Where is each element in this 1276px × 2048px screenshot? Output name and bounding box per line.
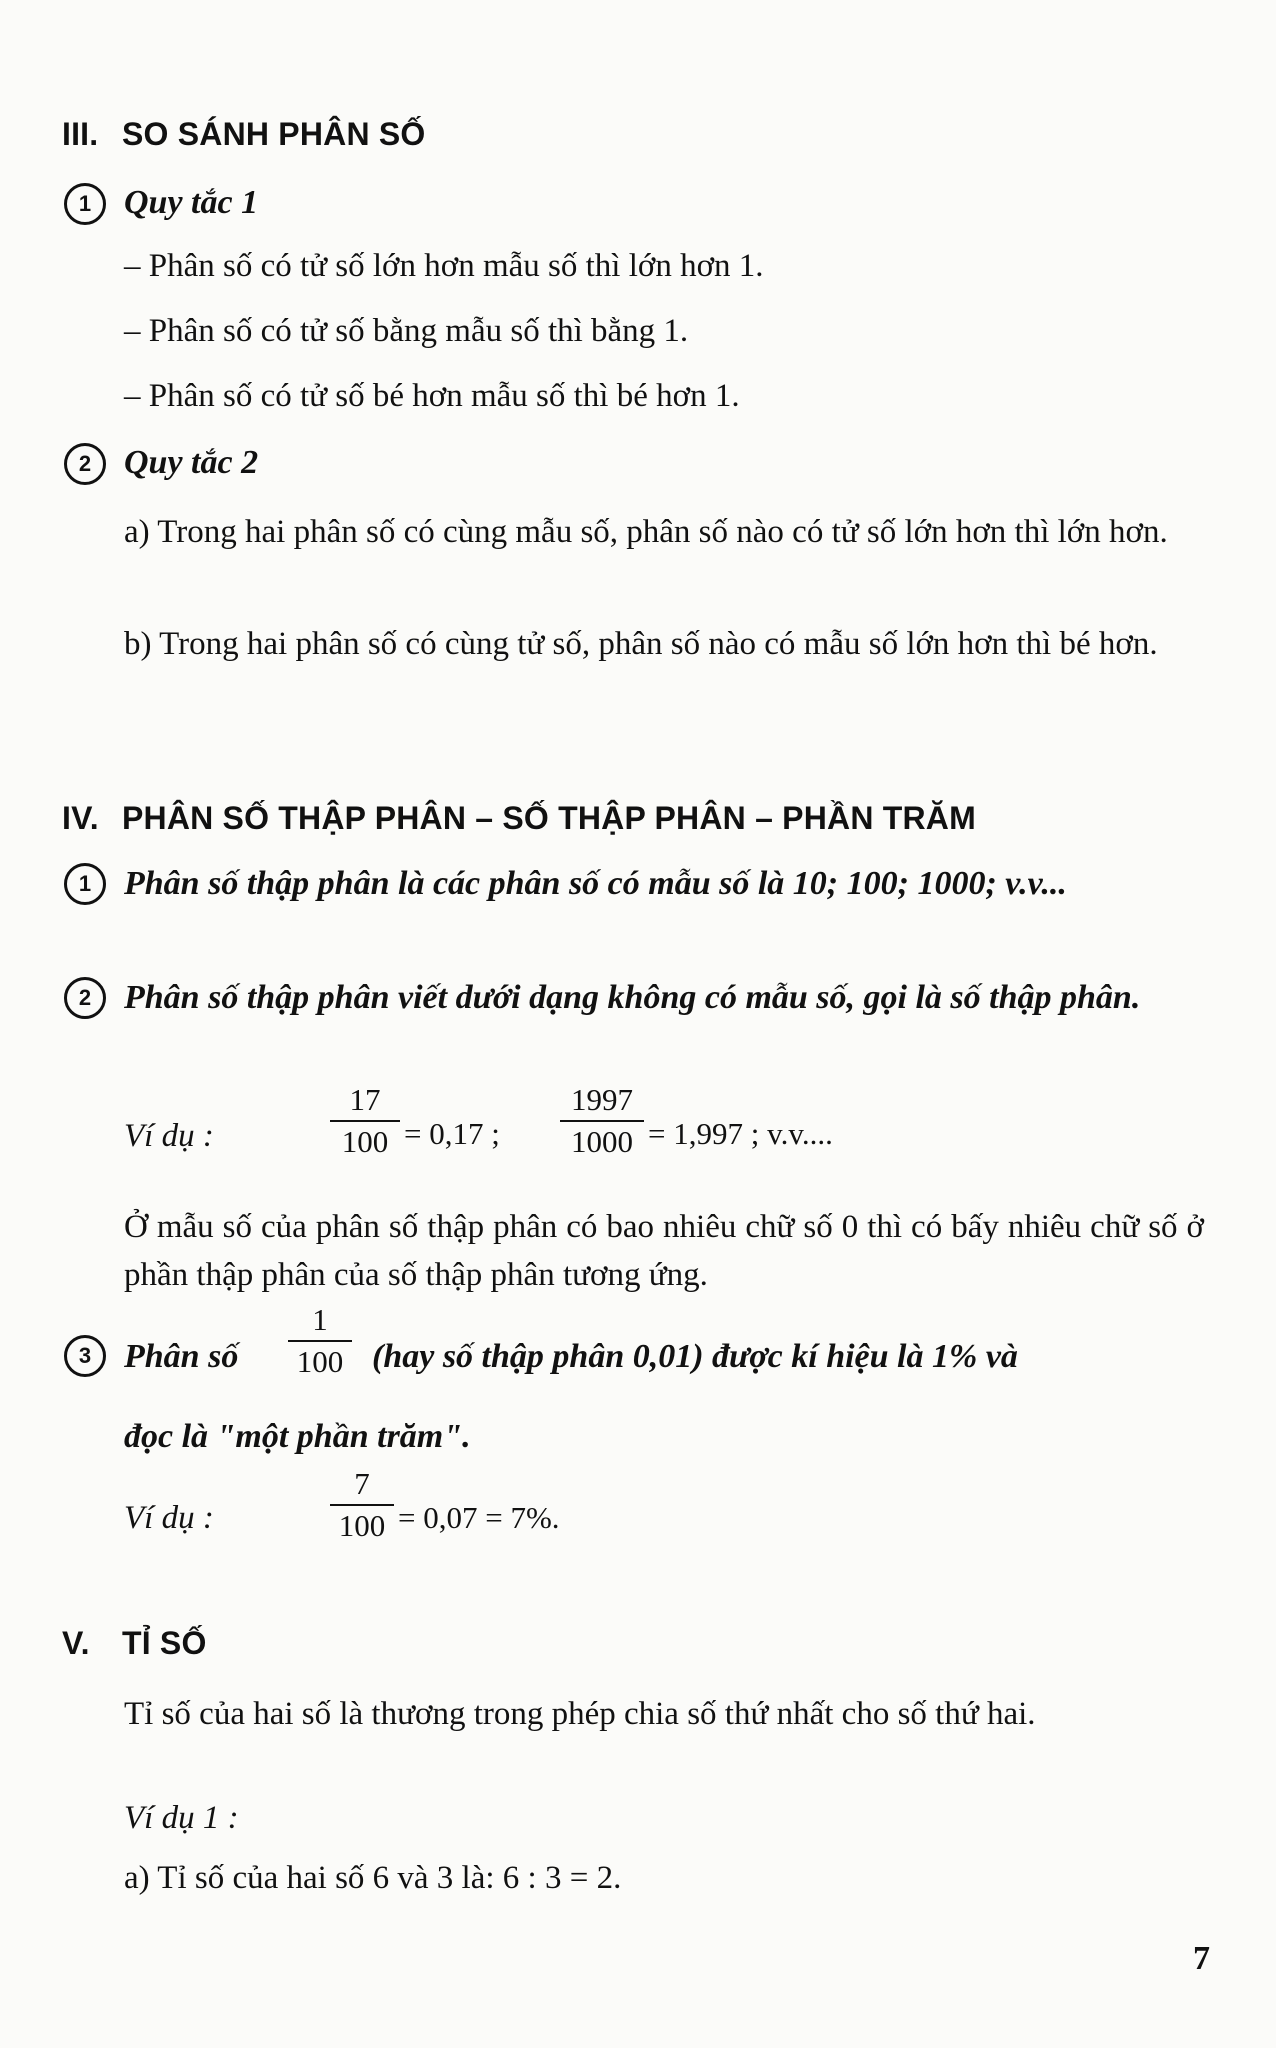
rule-line: – Phân số có tử số lớn hơn mẫu số thì lớn hơn 1. (124, 248, 764, 284)
equation-result: = 0,17 ; (404, 1116, 500, 1151)
section-3-heading (62, 116, 425, 153)
circled-number: 2 (64, 977, 106, 1019)
definition-text: đọc là "một phần trăm". (124, 1418, 471, 1455)
fraction (560, 1082, 644, 1160)
denominator: 100 (296, 1344, 344, 1379)
fraction-bar (330, 1120, 400, 1122)
rule-line: – Phân số có tử số bằng mẫu số thì bằng 1. (124, 313, 689, 349)
section-number: III. (62, 116, 99, 152)
equation-result: = 0,07 = 7%. (398, 1500, 560, 1535)
rule-title: Quy tắc 1 (124, 184, 259, 221)
fraction-bar (288, 1340, 352, 1342)
fraction (288, 1302, 352, 1380)
numerator: 17 (349, 1082, 381, 1117)
section-4-heading (62, 800, 976, 837)
fraction-bar (330, 1504, 394, 1506)
circled-number: 1 (64, 183, 106, 225)
fraction-bar (560, 1120, 644, 1122)
circled-number: 1 (64, 863, 106, 905)
section-title: PHÂN SỐ THẬP PHÂN – SỐ THẬP PHÂN – PHẦN TRĂM (122, 800, 976, 836)
numerator: 1997 (571, 1082, 633, 1117)
definition-paragraph: Tỉ số của hai số là thương trong phép chia số thứ nhất cho số thứ hai. (124, 1696, 1036, 1732)
fraction (330, 1082, 400, 1160)
rule-paragraph: b) Trong hai phân số có cùng tử số, phân số nào có mẫu số lớn hơn thì bé hơn. (124, 626, 1158, 662)
numerator: 1 (312, 1302, 328, 1337)
denominator: 1000 (571, 1124, 633, 1159)
numerator: 7 (354, 1466, 370, 1501)
denominator: 100 (341, 1124, 389, 1159)
example-label: Ví dụ : (124, 1118, 214, 1154)
page-number: 7 (1193, 1940, 1210, 1977)
definition-paragraph: Phân số thập phân là các phân số có mẫu số là 10; 100; 1000; v.v... (124, 865, 1067, 902)
circled-number: 2 (64, 443, 106, 485)
denominator: 100 (338, 1508, 386, 1543)
section-title: TỈ SỐ (122, 1625, 207, 1661)
rule-paragraph: a) Trong hai phân số có cùng mẫu số, phân số nào có tử số lớn hơn thì lớn hơn. (124, 514, 1168, 550)
circled-number: 3 (64, 1335, 106, 1377)
definition-paragraph: Phân số thập phân viết dưới dạng không có mẫu số, gọi là số thập phân. (124, 979, 1141, 1016)
example-line: a) Tỉ số của hai số 6 và 3 là: 6 : 3 = 2. (124, 1860, 622, 1896)
definition-text: Phân số (124, 1338, 239, 1375)
section-5-heading (62, 1625, 207, 1662)
fraction (330, 1466, 394, 1544)
example-label: Ví dụ : (124, 1500, 214, 1536)
equation-result: = 1,997 ; v.v.... (648, 1116, 833, 1151)
section-number: V. (62, 1625, 90, 1661)
example-label: Ví dụ 1 : (124, 1800, 239, 1836)
definition-text: (hay số thập phân 0,01) được kí hiệu là 1% và (372, 1338, 1018, 1375)
rule-title: Quy tắc 2 (124, 444, 259, 481)
note-paragraph: Ở mẫu số của phân số thập phân có bao nhiêu chữ số 0 thì có bấy nhiêu chữ số ở phần thập phân của số thập phân tương ứng. (124, 1209, 1204, 1293)
section-title: SO SÁNH PHÂN SỐ (122, 116, 426, 152)
section-number: IV. (62, 800, 99, 836)
rule-line: – Phân số có tử số bé hơn mẫu số thì bé hơn 1. (124, 378, 740, 414)
